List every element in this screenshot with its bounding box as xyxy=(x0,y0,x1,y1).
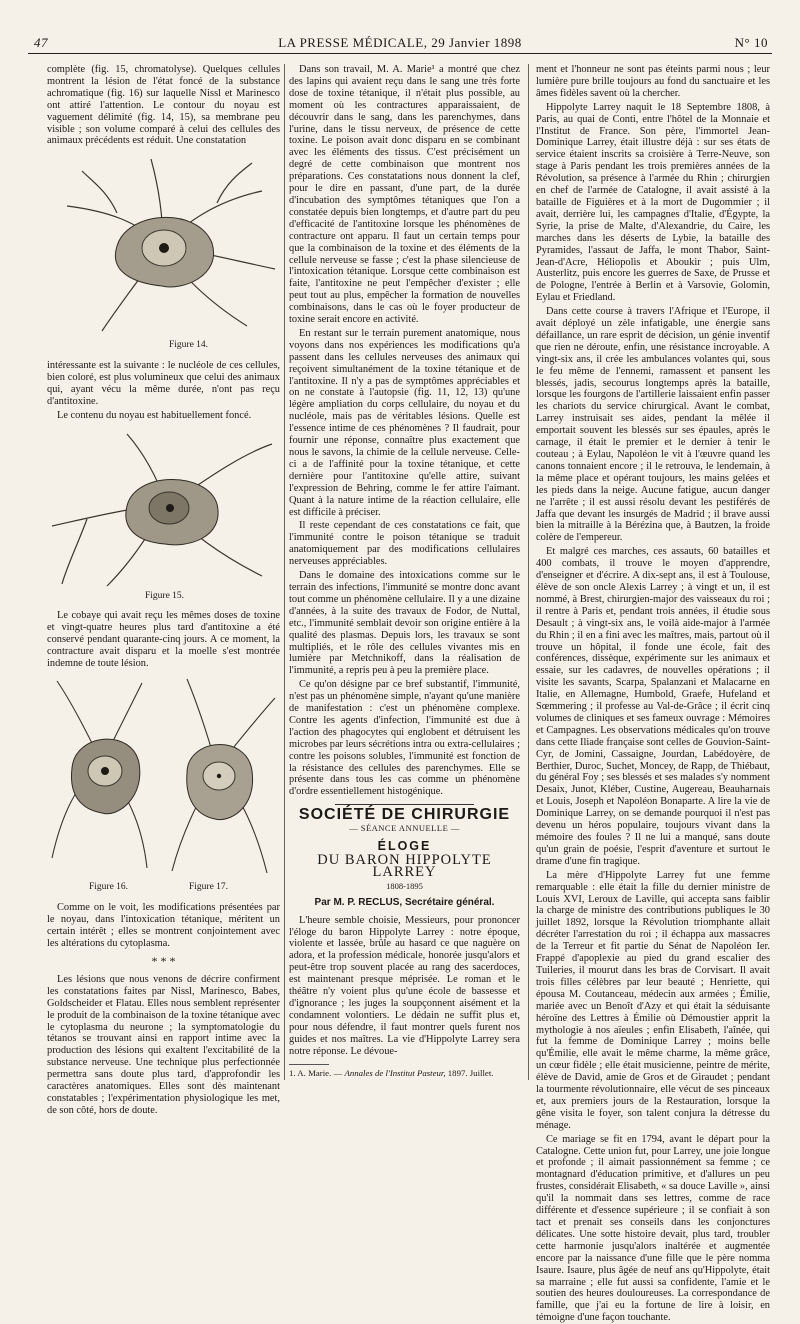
society-heading-block xyxy=(289,804,520,908)
neuron-illustration-15 xyxy=(47,426,280,591)
col3-paragraph-3: Dans cette course à travers l'Afrique et l'Europe, il avait déployé un zèle infatigable, une énergie sans défaillance, un rare esprit de décision, un génie inventif que rien ne déroute, enfin, une résistance incroyable. A vingt-six ans, il crée les ambulances volantes qui, sous le feu même de l'ennemi, ramassent et pansent les blessés, jadis, secourus longtemps après la bataille, lorsque les fourgons de l'artillerie laissaient enfin passer les chariots du service chirurgical. Avant le combat, Larrey instruisait ses aides, pendant la mêlée il emportait souvent les blessés sur ses épaules, après le carnage, il était le premier et le dernier à tenir le couteau ; à Eylau, Napoléon le vit à l'œuvre quand les canons tonnaient encore ; il le retrouva, le lendemain, à la même place et opérant toujours, les mains gelées et les pieds dans la neige. Aucune fatigue, aucun danger ne l'arrête ; il est aussi résolu devant les pestiférés de Jaffa que devant les insurgés de Madrid ; il brave aussi bien la mitraille à la Bérézina que, à Bautzen, la froide colère de l'empereur. xyxy=(536,306,770,544)
col3-paragraph-2: Hippolyte Larrey naquit le 18 Septembre 1808, à Paris, au quai de Conti, entre l'hôtel de la Monnaie et l'Institut de France. Son père, l'immortel Jean-Dominique Larrey, était illustre déjà : sur ses états de service étaient inscrits sa croisière à Terre-Neuve, son stage à Paris pendant les trois premières années de la Révolution, sa présence à l'armée du Rhin ; chirurgien en chef de l'armée de Catalogne, il avait assisté à la bataille de Figuières et à la mort de Dugommier ; il avait, derrière lui, les campagnes d'Italie, d'Égypte, la Syrie, la prise de Malte, d'Alexandrie, du Caire, les marches dans les déserts de Lybie, la bataille des Pyramides, l'assaut de Jaffa, le mont Thabor, Saint-Jean-d'Acre, Héliopolis et Aboukir ; puis Ulm, Austerlitz, puis encore les guerres de Saxe, de Prusse et de Pologne, l'entrée à Berlin et à Varsovie, Golomin, Eylau et Friedland. xyxy=(536,101,770,304)
col2-paragraph-2: En restant sur le terrain purement anatomique, nous voyons dans nos expériences les modifications qu'a passent dans les cellules nerveuses des animaux qui reçoivent simultanément de la toxine tétanique et de l'antitoxine. Il n'y a pas de symptômes appréciables et on ne constate à l'autopsie (fig. 11, 12, 13) qu'une légère ampliation du corps cellulaire, du noyau et du nucléole, mais pas de véritables lésions. Quelle est l'essence intime de ces phénomènes ? Il faudrait, pour fournir une réponse, connaître plus exactement que nous le savons, la chimie de la cellule nerveuse. Celle-ci a de l'affinité pour la toxine tétanique, et cette dernière pour l'antitoxine qu'elle attire, suivant l'expression de Behring, comme le fer attire l'aimant. Quant à la nature intime de la réaction cellulaire, elle est difficile à préciser. xyxy=(289,327,520,518)
col3-paragraph-1: ment et l'honneur ne sont pas éteints parmi nous ; leur lumière pure brille toujours au fond du sanctuaire et les âmes fidèles savent où la chercher. xyxy=(536,64,770,99)
col3-paragraph-5: La mère d'Hippolyte Larrey fut une femme remarquable : elle était la fille du dernier ministre de Louis XVI, Leroux de Laville, qui accepta sans faiblir la charge de ministre des contributions publiques le 30 juillet 1892, lorsque la Révolution triomphante allait décréter l'arrestation du roi ; il échappa aux massacres de la Terreur et fit partie du Sénat de Napoléon Ier. Frappé d'apoplexie au pied du grand escalier des Tuileries, il mourut dans les bras de Corvisart. Il avait trois filles célèbres par leur beauté ; Henriette, qui épousa M. Coutanceau, médecin aux armées ; Émilie, mariée avec un Benoît d'Azy et qui était la séduisante héroïne des Lettres à Émilie où Démoustier apprit la mythologie à nos aïeules ; enfin Elisabeth, l'aînée, qui fut la femme de Dominique Larrey ; moins belle qu'Émilie, elle avait le même charme, la même grâce, un cœur fidèle ; elle était musicienne, peintre de mérite, élève de David, amie de Gros et de Giraudet ; pendant la tourmente révolutionnaire, elle vécut de ses pinceaux et, aux premiers jours de la Restauration, lorsque la gêne visita le foyer, son talent conjura la détresse du ménage. xyxy=(536,869,770,1131)
page-number: 47 xyxy=(34,35,48,50)
figure-14-caption: Figure 14. xyxy=(169,340,209,351)
eloge-author: Par M. P. RECLUS, Secrétaire général. xyxy=(314,896,495,908)
figure-16-caption: Figure 16. xyxy=(89,882,129,893)
footnote-rule xyxy=(289,1064,329,1065)
col1-paragraph-6: Les lésions que nous venons de décrire confirment les constatations faites par Nissl, Marinesco, Babes, Goldscheider et Flatau. Elles nous semblent représenter le produit de la combinaison de la toxine tétanique avec le cytoplasma du neurone ; la symptomatologie du tétanos se trouvant ainsi en rapport intime avec la production des lésions qui exaltent l'excitabilité de la substance nerveuse. Une technique plus perfectionnée permettra sans doute plus tard, d'approfondir les caractères anatomiques. Elles sont dès maintenant constatables ; l'expérimentation physiologique les met, de son côté, hors de doute. xyxy=(47,973,280,1116)
col1-paragraph-1: complète (fig. 15, chromatolyse). Quelques cellules montrent la lésion de l'état foncé de la substance achromatique (fig. 16) sur laquelle Nissl et Marinesco ont attiré l'attention. Le contour du noyau est vaguement délimité (fig. 14, 15), sa membrane peu visible ; son volume comparé à celui des cellules des animaux précédents est réduit. Une constatation xyxy=(47,64,280,147)
column-1 xyxy=(47,64,280,1116)
neuron-illustration-14 xyxy=(47,151,280,341)
session-subtitle: — SÉANCE ANNUELLE — xyxy=(349,823,460,834)
page-header xyxy=(28,33,772,54)
col1-paragraph-2: intéressante est la suivante : le nucléole de ces cellules, bien coloré, est plus volumineux que celui des animaux qui, ayant vécu la même durée, n'ont pas reçu d'antitoxine. xyxy=(47,360,280,408)
eloge-years: 1808-1895 xyxy=(386,880,423,891)
column-2 xyxy=(289,64,520,1084)
column-rule-1 xyxy=(284,64,285,1080)
col2-paragraph-4: Dans le domaine des intoxications comme sur le terrain des infections, l'immunité se montre donc avant tout comme un phénomène cellulaire. Il y a une dizaine d'années, à la suite des travaux de Fodor, de Nuttal, etc., l'immunité semblait devoir son origine entière à la qualité des plasmas. Depuis lors, les travaux se sont multipliés, et le rôle des cellules vivantes mis en lumière par Metchnikoff, dans la réalisation de l'immunité, a repris peu à peu la première place. xyxy=(289,570,520,677)
journal-title: LA PRESSE MÉDICALE, 29 Janvier 1898 xyxy=(278,35,522,50)
figure-17-caption: Figure 17. xyxy=(189,882,229,893)
col1-paragraph-4: Le cobaye qui avait reçu les mêmes doses de toxine et vingt-quatre heures plus tard d'antitoxine a été conservé pendant quarante-cinq jours. A ce moment, la contracture avait disparu et la moelle s'est montrée indemne de toute lésion. xyxy=(47,609,280,669)
footnote xyxy=(289,1068,520,1078)
col2-paragraph-6: L'heure semble choisie, Messieurs, pour prononcer l'éloge du baron Hippolyte Larrey : notre époque, violente et lassée, brûle au hasard ce que naguère on adora, et la profession médicale, honorée jusqu'alors et peut-être trop souvent placée au rang des sacerdoces, est maintenant presque méprisée. Le roman et le théâtre n'y voient plus qu'une école de bassesse et d'ignorance ; les juges la soupçonnent aisément et la condamnent volontiers. Le dédain ne suffit plus et, pour nous défendre, il faut montrer quels furent nos guides et nos maîtres. La vie d'Hippolyte Larrey sera notre réponse. Le dévoue- xyxy=(289,914,520,1057)
eloge-heading: ÉLOGE xyxy=(377,839,432,854)
col2-paragraph-1: Dans son travail, M. A. Marie¹ a montré que chez des lapins qui avaient reçu dans le sang une très forte dose de toxine tétanique, il n'était plus possible, au moment où les contractures apparaissaient, de découvrir dans le sang, dans les parenchymes, dans l'urine, dans le tissu nerveux, de présence de cette toxine. Le poison avait donc disparu en se combinant avec les éléments des tissus. C'est précisément un degré de cette combinaison que montrent nos préparations. Ces constatations nous donnent la clef, pour le dire en passant, d'une part, de la durée d'incubation des symptômes tétaniques que l'on a constatée depuis bien longtemps, et d'autre part du peu d'efficacité de l'antitoxine lorsque les phénomènes de contracture ont apparu. Il faut un certain temps pour que la combinaison de la toxine et des éléments de la cellule nerveuse se fasse ; c'est la phase silencieuse de l'intoxication tétanique. Lorsque cette combinaison est faite, l'antitoxine ne peut l'empêcher d'exister ; elle peut tout au plus, empêcher la formation de nouvelles combinaisons, dans le cas où le foyer producteur de toxine serait encore en activité. xyxy=(289,64,520,326)
col1-paragraph-5: Comme on le voit, les modifications présentées par le noyau, dans l'intoxication tétanique, méritent un certain intérêt ; elles se montrent conjointement avec les altérations du cytoplasma. xyxy=(47,902,280,950)
col1-paragraph-3: Le contenu du noyau est habituellement foncé. xyxy=(57,409,252,421)
col3-paragraph-6: Ce mariage se fit en 1794, avant le départ pour la Catalogne. Cette union fut, pour Larrey, une joie longue et profonde ; il aimait passionnément sa femme ; ce montagnard d'éducation primitive, et d'allures un peu frustes, considérait Elisabeth, « sa douce Laville », ainsi qu'il la nommait dans ses lettres, comme de race différente et d'essence supérieure ; il se confiait à son tact et prenait ses conseils dans les conjonctures délicates. Une sotte histoire devait, plus tard, troubler cette harmonie jusqu'alors inaltérée et augmentée encore par la naissance d'une fille que le père nomma Isaure. Isaure, plus âgée de neuf ans qu'Hippolyte, était sa marraine ; elle fut aussi sa confidente, l'amie et le soutien des heures douloureuses. La correspondance de famille, que j'ai eu la fortune de lire à loisir, en témoigne d'une façon touchante. xyxy=(536,1133,770,1324)
col2-paragraph-3: Il reste cependant de ces constatations ce fait, que l'immunité contre le poison tétanique se traduit anatomiquement par des modifications cellulaires nerveuses appréciables. xyxy=(289,520,520,568)
col3-paragraph-4: Et malgré ces marches, ces assauts, 60 batailles et 400 combats, il trouve le moyen d'apprendre, d'enseigner et d'écrire. A dix-sept ans, il est à Toulouse, élève de son oncle Alexis Larrey ; à vingt et un, il est nommé, à Brest, chirurgien-major des vaisseaux du roi ; il rentre à Paris et, pendant trois années, il étudie sous Desault ; à vingt-six ans, le voilà aide-major à l'armée du Rhin ; il en a fini avec les maîtres, mais, partout où il trouve un hôpital, il fonde une école, fait des conférences, dissèque, expérimente sur les animaux et essaie, sur les cadavres, de nouvelles opérations ; il visite les savants, Scarpa, Spalanzani et Malacarne en Italie, en Allemagne, Humbold, Graefe, Hufeland et Sœmmering ; il professe au Val-de-Grâce ; il écrit cinq volumes de cliniques et ses fameux ouvrage : Mémoires et Campagnes. Les observations médicales qu'on trouve dans cette Iliade française sont celles de Gouvion-Saint-Cyr, de Jomini, Cassaigne, Jourdan, Labédoyère, de Berthier, Duroc, Suchet, Moncey, de Rapp, de Thiébaut, du général Foy ; ses blessés et ses malades s'y nomment Desaix, Junot, Kléber, Custine, Augereau, Beauharnais et Louis, Joseph et Napoléon Bonaparte. A lire la vie de Dominique Larrey, on se demande pourquoi il n'est pas devenu un héros populaire, toujours vivant dans la mémoire des foules ? Il ne lui a manqué, sans doute qu'un grain de poésie, l'esprit d'aventure et surtout le drame d'une fin tragique. xyxy=(536,546,770,867)
society-title: SOCIÉTÉ DE CHIRURGIE xyxy=(298,806,511,824)
figure-15 xyxy=(47,426,280,606)
section-separator: * * * xyxy=(151,954,176,969)
figure-16-17 xyxy=(47,673,280,898)
eloge-subject: DU BARON HIPPOLYTE LARREY xyxy=(317,852,492,880)
column-rule-2 xyxy=(528,64,529,1080)
footnote-date: 1897. Juillet. xyxy=(447,1067,494,1078)
issue-number: N° 10 xyxy=(734,35,768,50)
footnote-author: 1. A. Marie. — xyxy=(289,1067,343,1078)
column-3 xyxy=(536,64,770,1324)
figure-14 xyxy=(47,151,280,356)
footnote-journal: Annales de l'Institut Pasteur, xyxy=(344,1067,446,1078)
neuron-illustration-16-17 xyxy=(47,673,280,878)
col2-paragraph-5: Ce qu'on désigne par ce bref substantif, l'immunité, n'est pas un phénomène simple, n'ayant qu'une manière de manifestation : c'est un phénomène complexe. Contre les agents d'infection, l'immunité est due à l'action des phagocytes qui englobent et détruisent les microbes par leurs sécrétions intra ou extra-cellulaires ; contre les poisons solubles, l'immunité est fonction de la résistance des cellules des parenchymes. Elle se présente dans tous les cas comme un phénomène d'ordre essentiellement histogénique. xyxy=(289,679,520,798)
figure-15-caption: Figure 15. xyxy=(145,590,185,601)
